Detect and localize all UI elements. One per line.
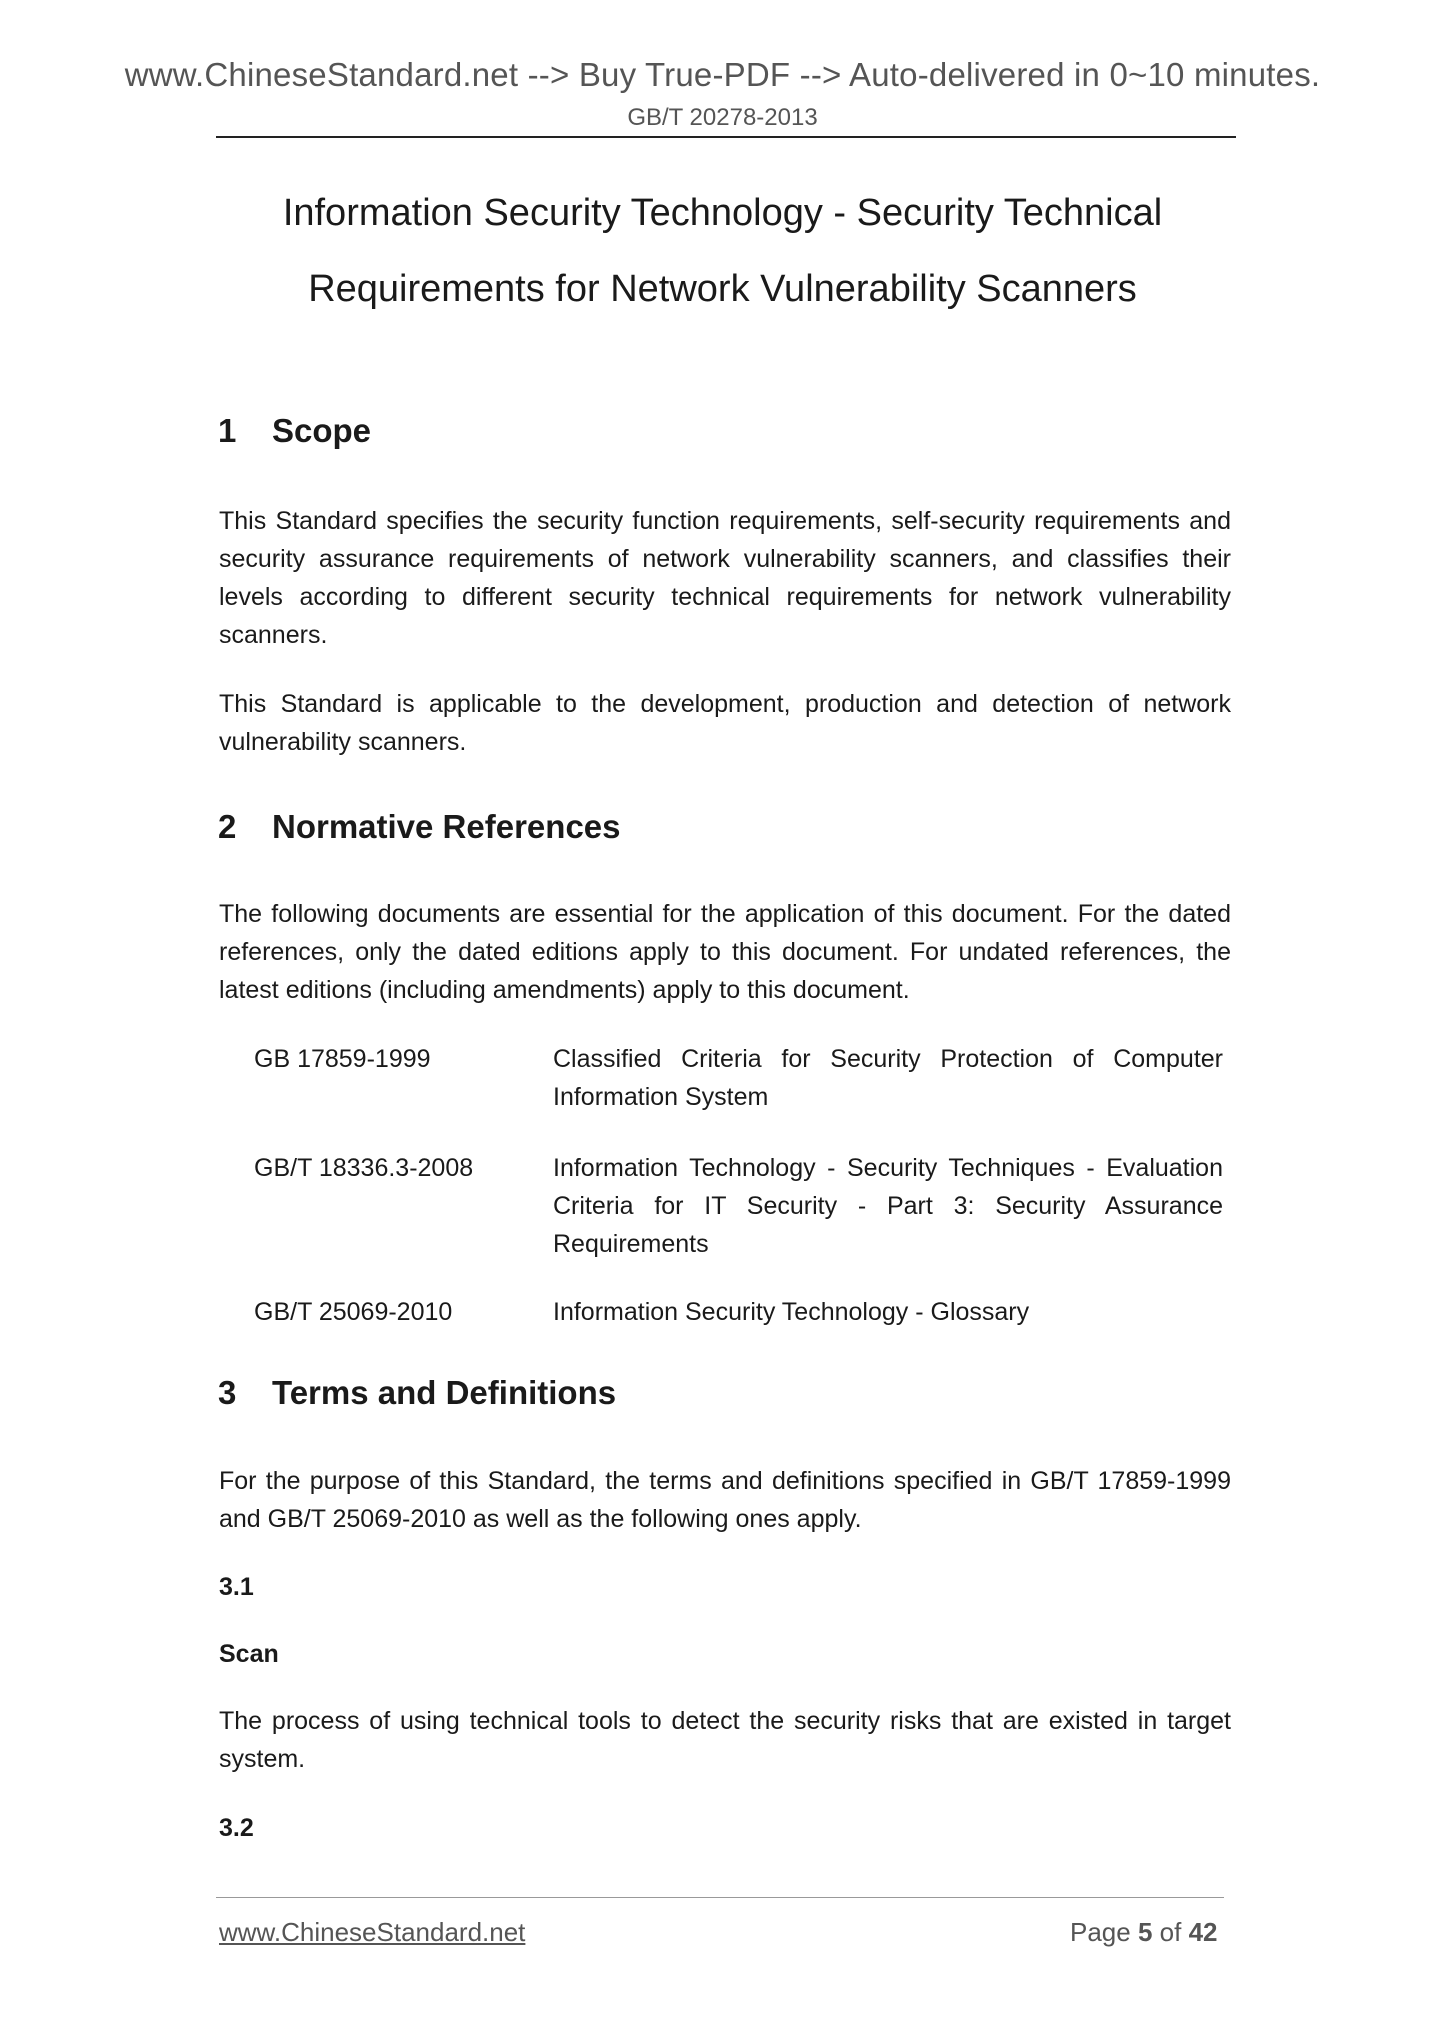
section-title: Normative References (272, 808, 621, 845)
section-title: Scope (272, 412, 372, 449)
document-title-line2: Requirements for Network Vulnerability Scanners (308, 268, 1137, 310)
section-heading-terms-definitions (218, 1374, 616, 1412)
term-name: Scan (219, 1640, 279, 1668)
page-label: Page (1070, 1917, 1131, 1947)
section-heading-scope (218, 412, 371, 450)
footer-divider (216, 1897, 1224, 1898)
page-current: 5 (1137, 1917, 1153, 1947)
normative-paragraph: The following documents are essential for the application of this document. For the dated references, only the dated editions apply to this document. For undated references, the latest editions (including amendments) apply to this document. (219, 900, 1231, 1004)
section-title: Terms and Definitions (272, 1374, 617, 1411)
reference-code: GB/T 18336.3-2008 (254, 1154, 474, 1182)
document-title-line1: Information Security Technology - Security Technical (282, 192, 1163, 234)
scope-paragraph-1: This Standard specifies the security function requirements, self-security requirements and security assurance requirements of network vulnerability scanners, and classifies their levels according to different security technical requirements for network vulnerability scanners. (219, 507, 1231, 649)
terms-paragraph: For the purpose of this Standard, the terms and definitions specified in GB/T 17859-1999 and GB/T 25069-2010 as well as the following ones apply. (219, 1467, 1231, 1533)
reference-code: GB 17859-1999 (254, 1045, 431, 1073)
footer-website-link[interactable]: www.ChineseStandard.net (219, 1917, 526, 1947)
header-banner: www.ChineseStandard.net --> Buy True-PDF --> Auto-delivered in 0~10 minutes. (124, 56, 1321, 93)
section-heading-normative-references (218, 808, 621, 846)
section-number: 3 (218, 1374, 237, 1411)
section-number: 1 (218, 412, 237, 449)
term-number: 3.2 (219, 1814, 254, 1842)
page-of: of (1159, 1917, 1182, 1947)
standard-number: GB/T 20278-2013 (627, 104, 818, 131)
scope-paragraph-2: This Standard is applicable to the development, production and detection of network vulnerability scanners. (219, 690, 1231, 756)
reference-title: Classified Criteria for Security Protection of Computer Information System (553, 1045, 1223, 1111)
term-definition: The process of using technical tools to detect the security risks that are existed in target system. (219, 1707, 1231, 1773)
term-number: 3.1 (219, 1573, 254, 1601)
header-divider (216, 136, 1236, 138)
page-indicator (1070, 1917, 1218, 1948)
page-total: 42 (1188, 1917, 1218, 1947)
reference-code: GB/T 25069-2010 (254, 1298, 453, 1326)
reference-title: Information Technology - Security Techniques - Evaluation Criteria for IT Security - Part 3: Security Assurance Requirements (553, 1154, 1223, 1258)
section-number: 2 (218, 808, 237, 845)
reference-title: Information Security Technology - Glossary (553, 1298, 1030, 1326)
